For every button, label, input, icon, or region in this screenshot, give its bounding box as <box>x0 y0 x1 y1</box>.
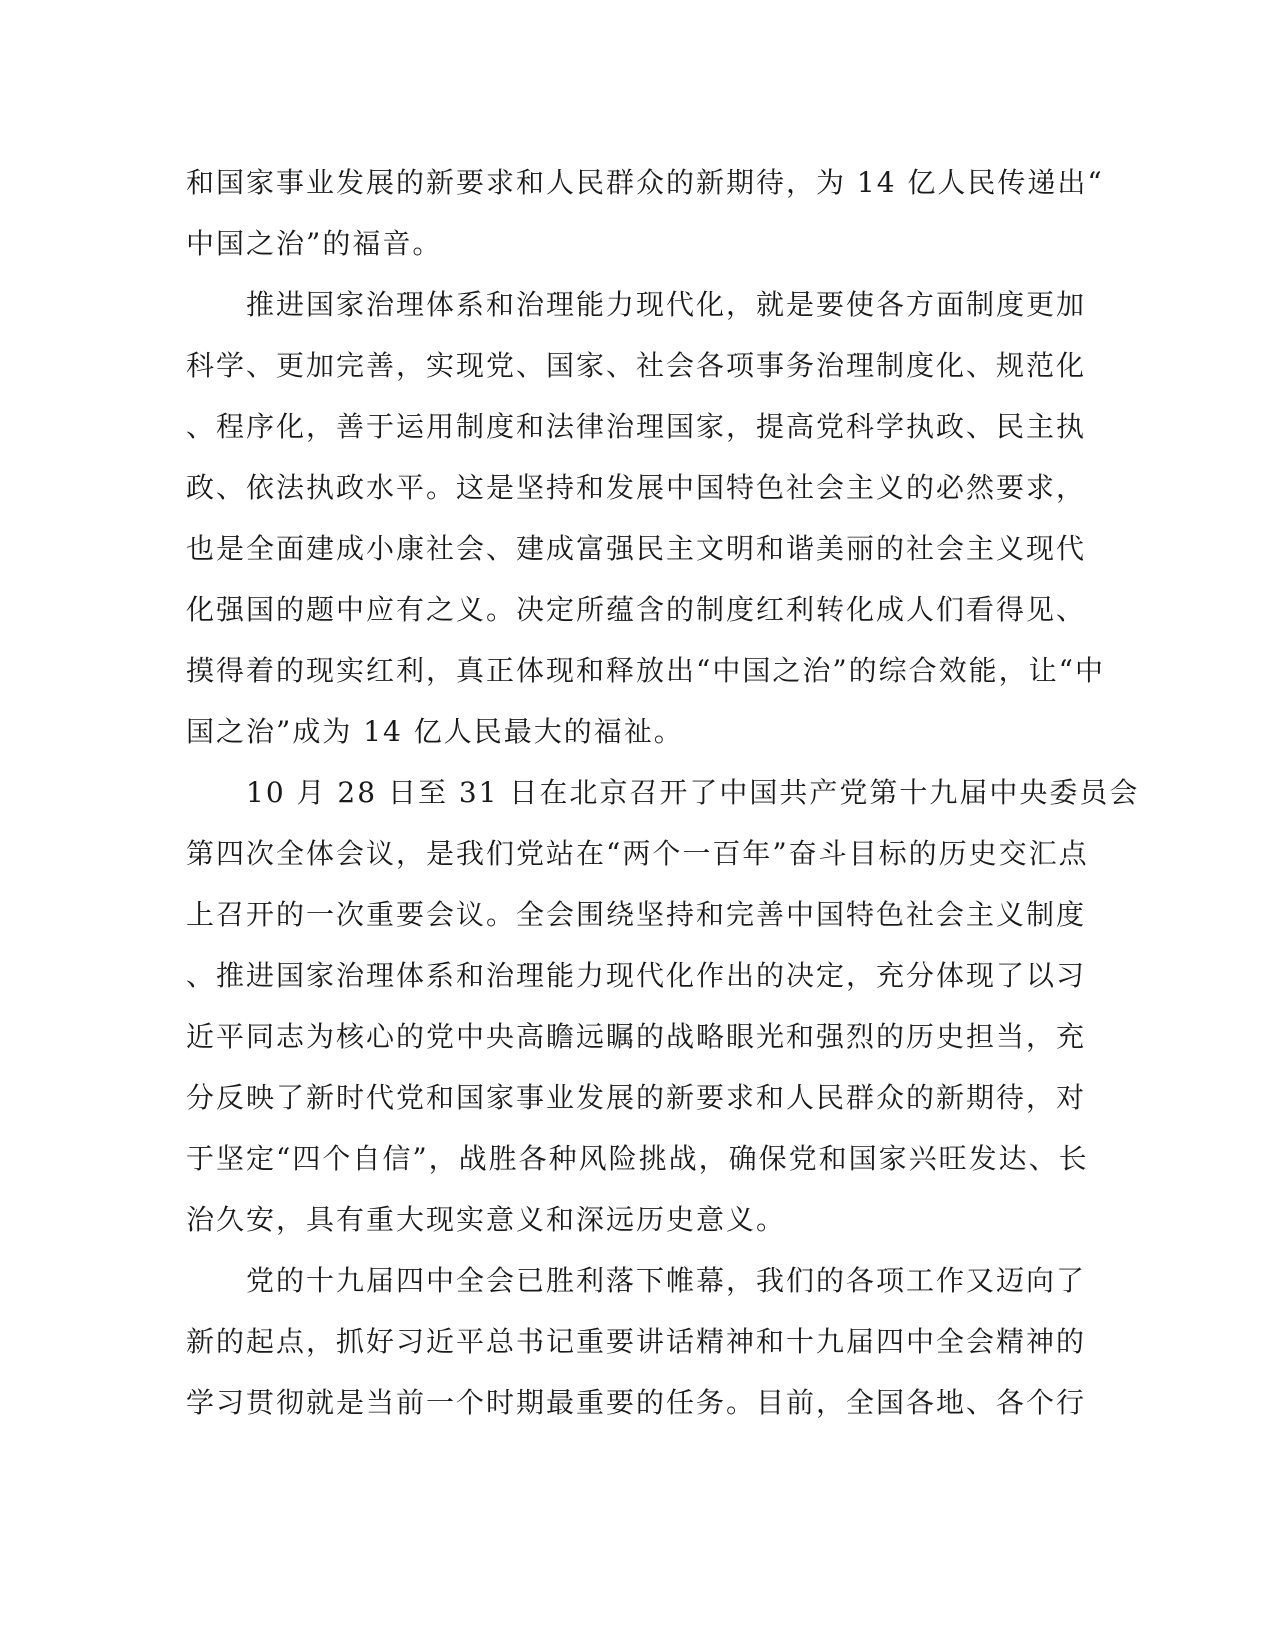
text-line: 近平同志为核心的党中央高瞻远瞩的战略眼光和强烈的历史担当，充 <box>186 1020 1087 1053</box>
text-line: 科学、更加完善，实现党、国家、社会各项事务治理制度化、规范化 <box>186 349 1087 382</box>
text-line: 摸得着的现实红利，真正体现和释放出“中国之治”的综合效能，让“中 <box>186 654 1105 687</box>
text-line: 推进国家治理体系和治理能力现代化，就是要使各方面制度更加 <box>186 288 1087 321</box>
text-line: 、推进国家治理体系和治理能力现代化作出的决定，充分体现了以习 <box>186 959 1087 992</box>
text-line: 政、依法执政水平。这是坚持和发展中国特色社会主义的必然要求， <box>186 471 1087 504</box>
text-line: 新的起点，抓好习近平总书记重要讲话精神和十九届四中全会精神的 <box>186 1325 1087 1358</box>
text-line: 于坚定“四个自信”，战胜各种风险挑战，确保党和国家兴旺发达、长 <box>186 1142 1089 1175</box>
text-line: 化强国的题中应有之义。决定所蕴含的制度红利转化成人们看得见、 <box>186 593 1087 626</box>
text-line: 治久安，具有重大现实意义和深远历史意义。 <box>186 1203 787 1236</box>
text-line: 10 月 28 日至 31 日在北京召开了中国共产党第十九届中央委员会 <box>186 776 1140 809</box>
text-line: 、程序化，善于运用制度和法律治理国家，提高党科学执政、民主执 <box>186 410 1087 443</box>
text-line: 学习贯彻就是当前一个时期最重要的任务。目前，全国各地、各个行 <box>186 1386 1087 1419</box>
text-line: 上召开的一次重要会议。全会围绕坚持和完善中国特色社会主义制度 <box>186 898 1087 931</box>
text-line: 和国家事业发展的新要求和人民群众的新期待，为 14 亿人民传递出“ <box>186 166 1104 199</box>
text-line: 也是全面建成小康社会、建成富强民主文明和谐美丽的社会主义现代 <box>186 532 1087 565</box>
document-body <box>186 152 1140 1433</box>
text-line: 党的十九届四中全会已胜利落下帷幕，我们的各项工作又迈向了 <box>186 1264 1087 1297</box>
text-line: 中国之治”的福音。 <box>186 227 443 260</box>
text-line: 分反映了新时代党和国家事业发展的新要求和人民群众的新期待，对 <box>186 1081 1087 1114</box>
text-line: 第四次全体会议，是我们党站在“两个一百年”奋斗目标的历史交汇点 <box>186 837 1089 870</box>
text-line: 国之治”成为 14 亿人民最大的福祉。 <box>186 715 684 748</box>
